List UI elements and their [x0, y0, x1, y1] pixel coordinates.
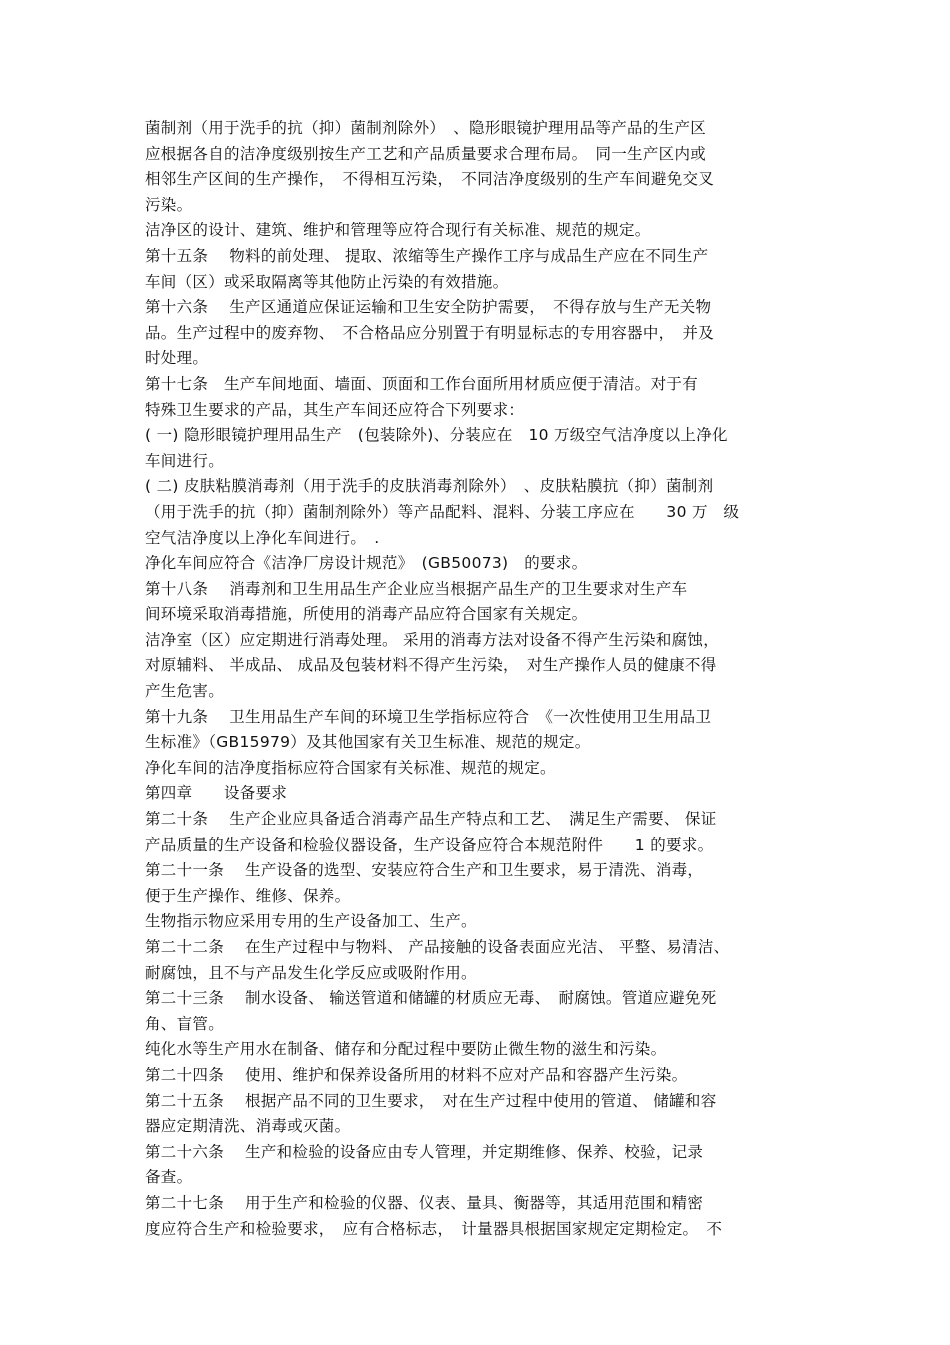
text-line: 对原辅料、 半成品、 成品及包装材料不得产生污染， 对生产操作人员的健康不得 [145, 656, 717, 675]
text-line: 产品质量的生产设备和检验仪器设备，生产设备应符合本规范附件 1 的要求。 [145, 835, 714, 854]
article-23-line: 第二十三条 制水设备、 输送管道和储罐的材质应无毒、 耐腐蚀。管道应避免死 [145, 989, 717, 1008]
article-27-line: 第二十七条 用于生产和检验的仪器、仪表、量具、衡器等，其适用范围和精密 [145, 1193, 704, 1212]
article-25-line: 第二十五条 根据产品不同的卫生要求， 对在生产过程中使用的管道、 储罐和容 [145, 1091, 717, 1110]
article-16-line: 第十六条 生产区通道应保证运输和卫生安全防护需要， 不得存放与生产无关物 [145, 298, 712, 317]
article-24-line: 第二十四条 使用、维护和保养设备所用的材料不应对产品和容器产生污染。 [145, 1065, 688, 1084]
text-line: 角、盲管。 [145, 1014, 225, 1033]
text-line: 便于生产操作、维修、保养。 [145, 886, 351, 905]
article-22-line: 第二十二条 在生产过程中与物料、 产品接触的设备表面应光洁、 平整、易清洁、 [145, 938, 730, 956]
text-line: 菌制剂（用于洗手的抗（抑）菌制剂除外） 、隐形眼镜护理用品等产品的生产区 [145, 119, 707, 137]
text-line: 洁净区的设计、建筑、维护和管理等应符合现行有关标准、规范的规定。 [145, 221, 651, 240]
text-line: 生标准》（GB15979）及其他国家有关卫生标准、规范的规定。 [145, 733, 591, 752]
text-line: 品。生产过程中的废弃物、 不合格品应分别置于有明显标志的专用容器中， 并及 [145, 323, 715, 342]
text-line: 耐腐蚀，且不与产品发生化学反应或吸附作用。 [145, 963, 477, 982]
document-body [145, 116, 810, 1242]
text-line: 车间（区）或采取隔离等其他防止污染的有效措施。 [145, 272, 509, 291]
text-line: 备查。 [145, 1168, 193, 1187]
text-line: 度应符合生产和检验要求， 应有合格标志， 计量器具根据国家规定定期检定。 不 [145, 1219, 723, 1238]
text-line: 空气洁净度以上净化车间进行。 . [145, 528, 380, 547]
text-line: 器应定期清洗、消毒或灭菌。 [145, 1117, 351, 1136]
text-line: 间环境采取消毒措施，所使用的消毒产品应符合国家有关规定。 [145, 605, 588, 624]
chapter-heading: 第四章 设备要求 [145, 784, 288, 803]
article-19-line: 第十九条 卫生用品生产车间的环境卫生学指标应符合 《一次性使用卫生用品卫 [145, 707, 712, 726]
list-item-2: ( 二) 皮肤粘膜消毒剂（用于洗手的皮肤消毒剂除外） 、皮肤粘膜抗（抑）菌制剂 [145, 477, 714, 496]
text-line: 污染。 [145, 195, 193, 214]
text-line: 净化车间应符合《洁净厂房设计规范》 (GB50073) 的要求。 [145, 554, 588, 573]
article-20-line: 第二十条 生产企业应具备适合消毒产品生产特点和工艺、 满足生产需要、 保证 [145, 810, 717, 829]
article-15-line: 第十五条 物料的前处理、 提取、浓缩等生产操作工序与成品生产应在不同生产 [145, 246, 709, 265]
text-line: （用于洗手的抗（抑）菌制剂除外）等产品配料、混料、分装工序应在 30 万 级 [145, 502, 740, 521]
text-line: 应根据各自的洁净度级别按生产工艺和产品质量要求合理布局。 同一生产区内或 [145, 144, 707, 163]
list-item-1: ( 一) 隐形眼镜护理用品生产 (包装除外)、分装应在 10 万级空气洁净度以上净化 [145, 426, 728, 445]
text-line: 特殊卫生要求的产品，其生产车间还应符合下列要求： [145, 400, 525, 419]
text-line: 净化车间的洁净度指标应符合国家有关标准、规范的规定。 [145, 758, 556, 777]
text-line: 车间进行。 [145, 451, 225, 470]
article-18-line: 第十八条 消毒剂和卫生用品生产企业应当根据产品生产的卫生要求对生产车 [145, 579, 688, 598]
article-21-line: 第二十一条 生产设备的选型、安装应符合生产和卫生要求，易于清洗、消毒， [145, 861, 704, 880]
text-line: 生物指示物应采用专用的生产设备加工、生产。 [145, 912, 477, 931]
text-line: 时处理。 [145, 349, 209, 368]
text-line: 相邻生产区间的生产操作， 不得相互污染， 不同洁净度级别的生产车间避免交叉 [145, 170, 715, 189]
article-26-line: 第二十六条 生产和检验的设备应由专人管理，并定期维修、保养、校验，记录 [145, 1142, 704, 1161]
text-line: 洁净室（区）应定期进行消毒处理。 采用的消毒方法对设备不得产生污染和腐蚀， [145, 630, 720, 649]
text-line: 产生危害。 [145, 682, 225, 701]
text-line: 纯化水等生产用水在制备、储存和分配过程中要防止微生物的滋生和污染。 [145, 1040, 667, 1059]
article-17-line: 第十七条 生产车间地面、墙面、顶面和工作台面所用材质应便于清洁。对于有 [145, 374, 699, 393]
